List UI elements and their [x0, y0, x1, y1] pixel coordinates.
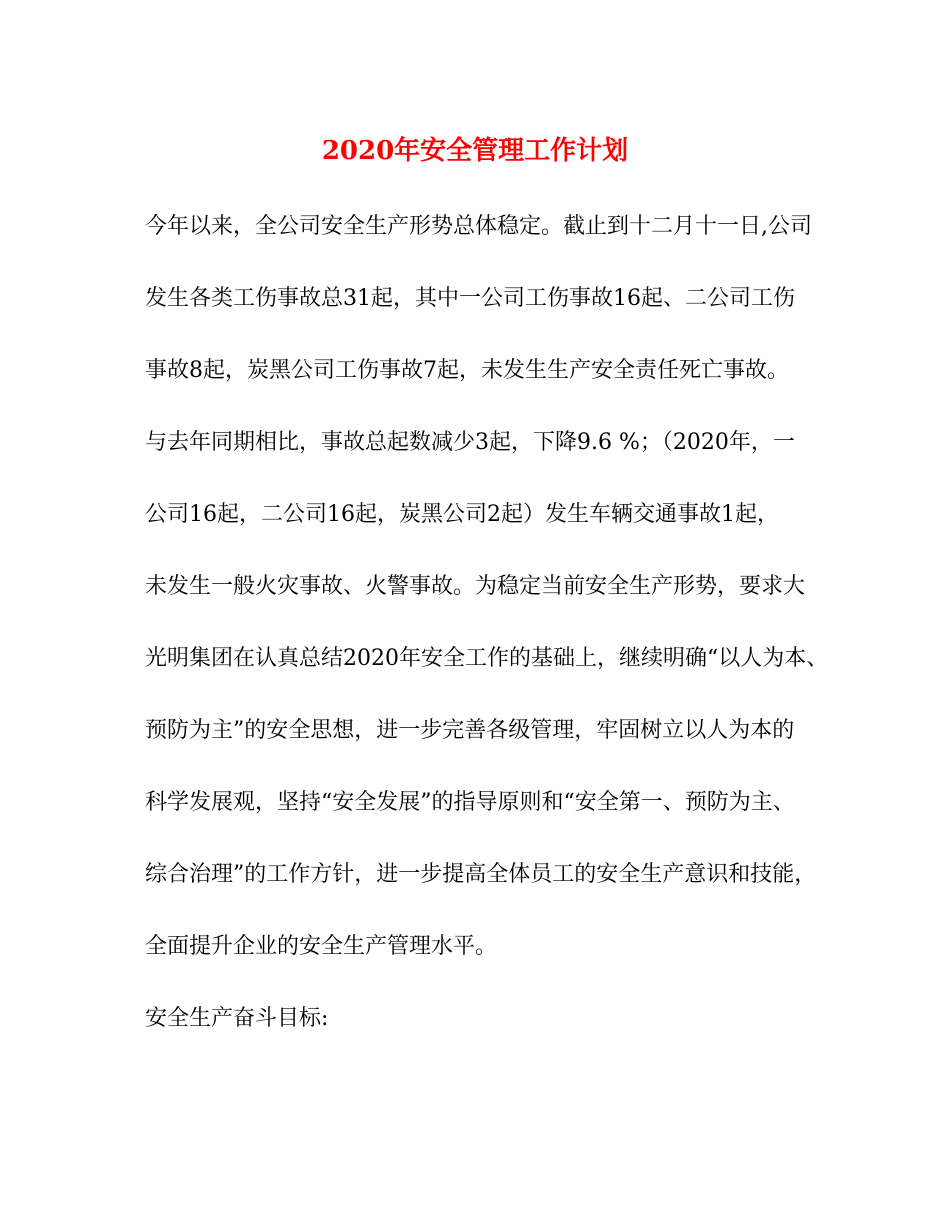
body-line: 全面提升企业的安全生产管理水平。	[145, 934, 498, 959]
document-title: 2020年安全管理工作计划	[321, 136, 629, 166]
body-line: 公司16起，二公司16起，炭黑公司2起）发生车辆交通事故1起，	[145, 502, 779, 527]
body-line: 今年以来，全公司安全生产形势总体稳定。截止到十二月十一日,公司	[145, 214, 812, 239]
body-line: 事故8起，炭黑公司工伤事故7起，未发生生产安全责任死亡事故。	[145, 358, 789, 383]
body-line: 未发生一般火灾事故、火警事故。为稳定当前安全生产形势，要求大	[145, 574, 806, 599]
body-line: 科学发展观，坚持“安全发展”的指导原则和“安全第一、预防为主、	[145, 790, 795, 815]
body-line: 发生各类工伤事故总31起，其中一公司工伤事故16起、二公司工伤	[145, 286, 795, 311]
body-line: 预防为主”的安全思想，进一步完善各级管理，牢固树立以人为本的	[145, 718, 795, 743]
body-line: 与去年同期相比，事故总起数减少3起，下降9.6 %；（2020年，一	[145, 430, 795, 455]
document-body	[145, 214, 845, 1078]
section-heading: 安全生产奋斗目标:	[145, 1006, 329, 1031]
body-line: 光明集团在认真总结2020年安全工作的基础上，继续明确“以人为本、	[145, 646, 829, 671]
body-line: 综合治理”的工作方针，进一步提高全体员工的安全生产意识和技能，	[145, 862, 817, 887]
